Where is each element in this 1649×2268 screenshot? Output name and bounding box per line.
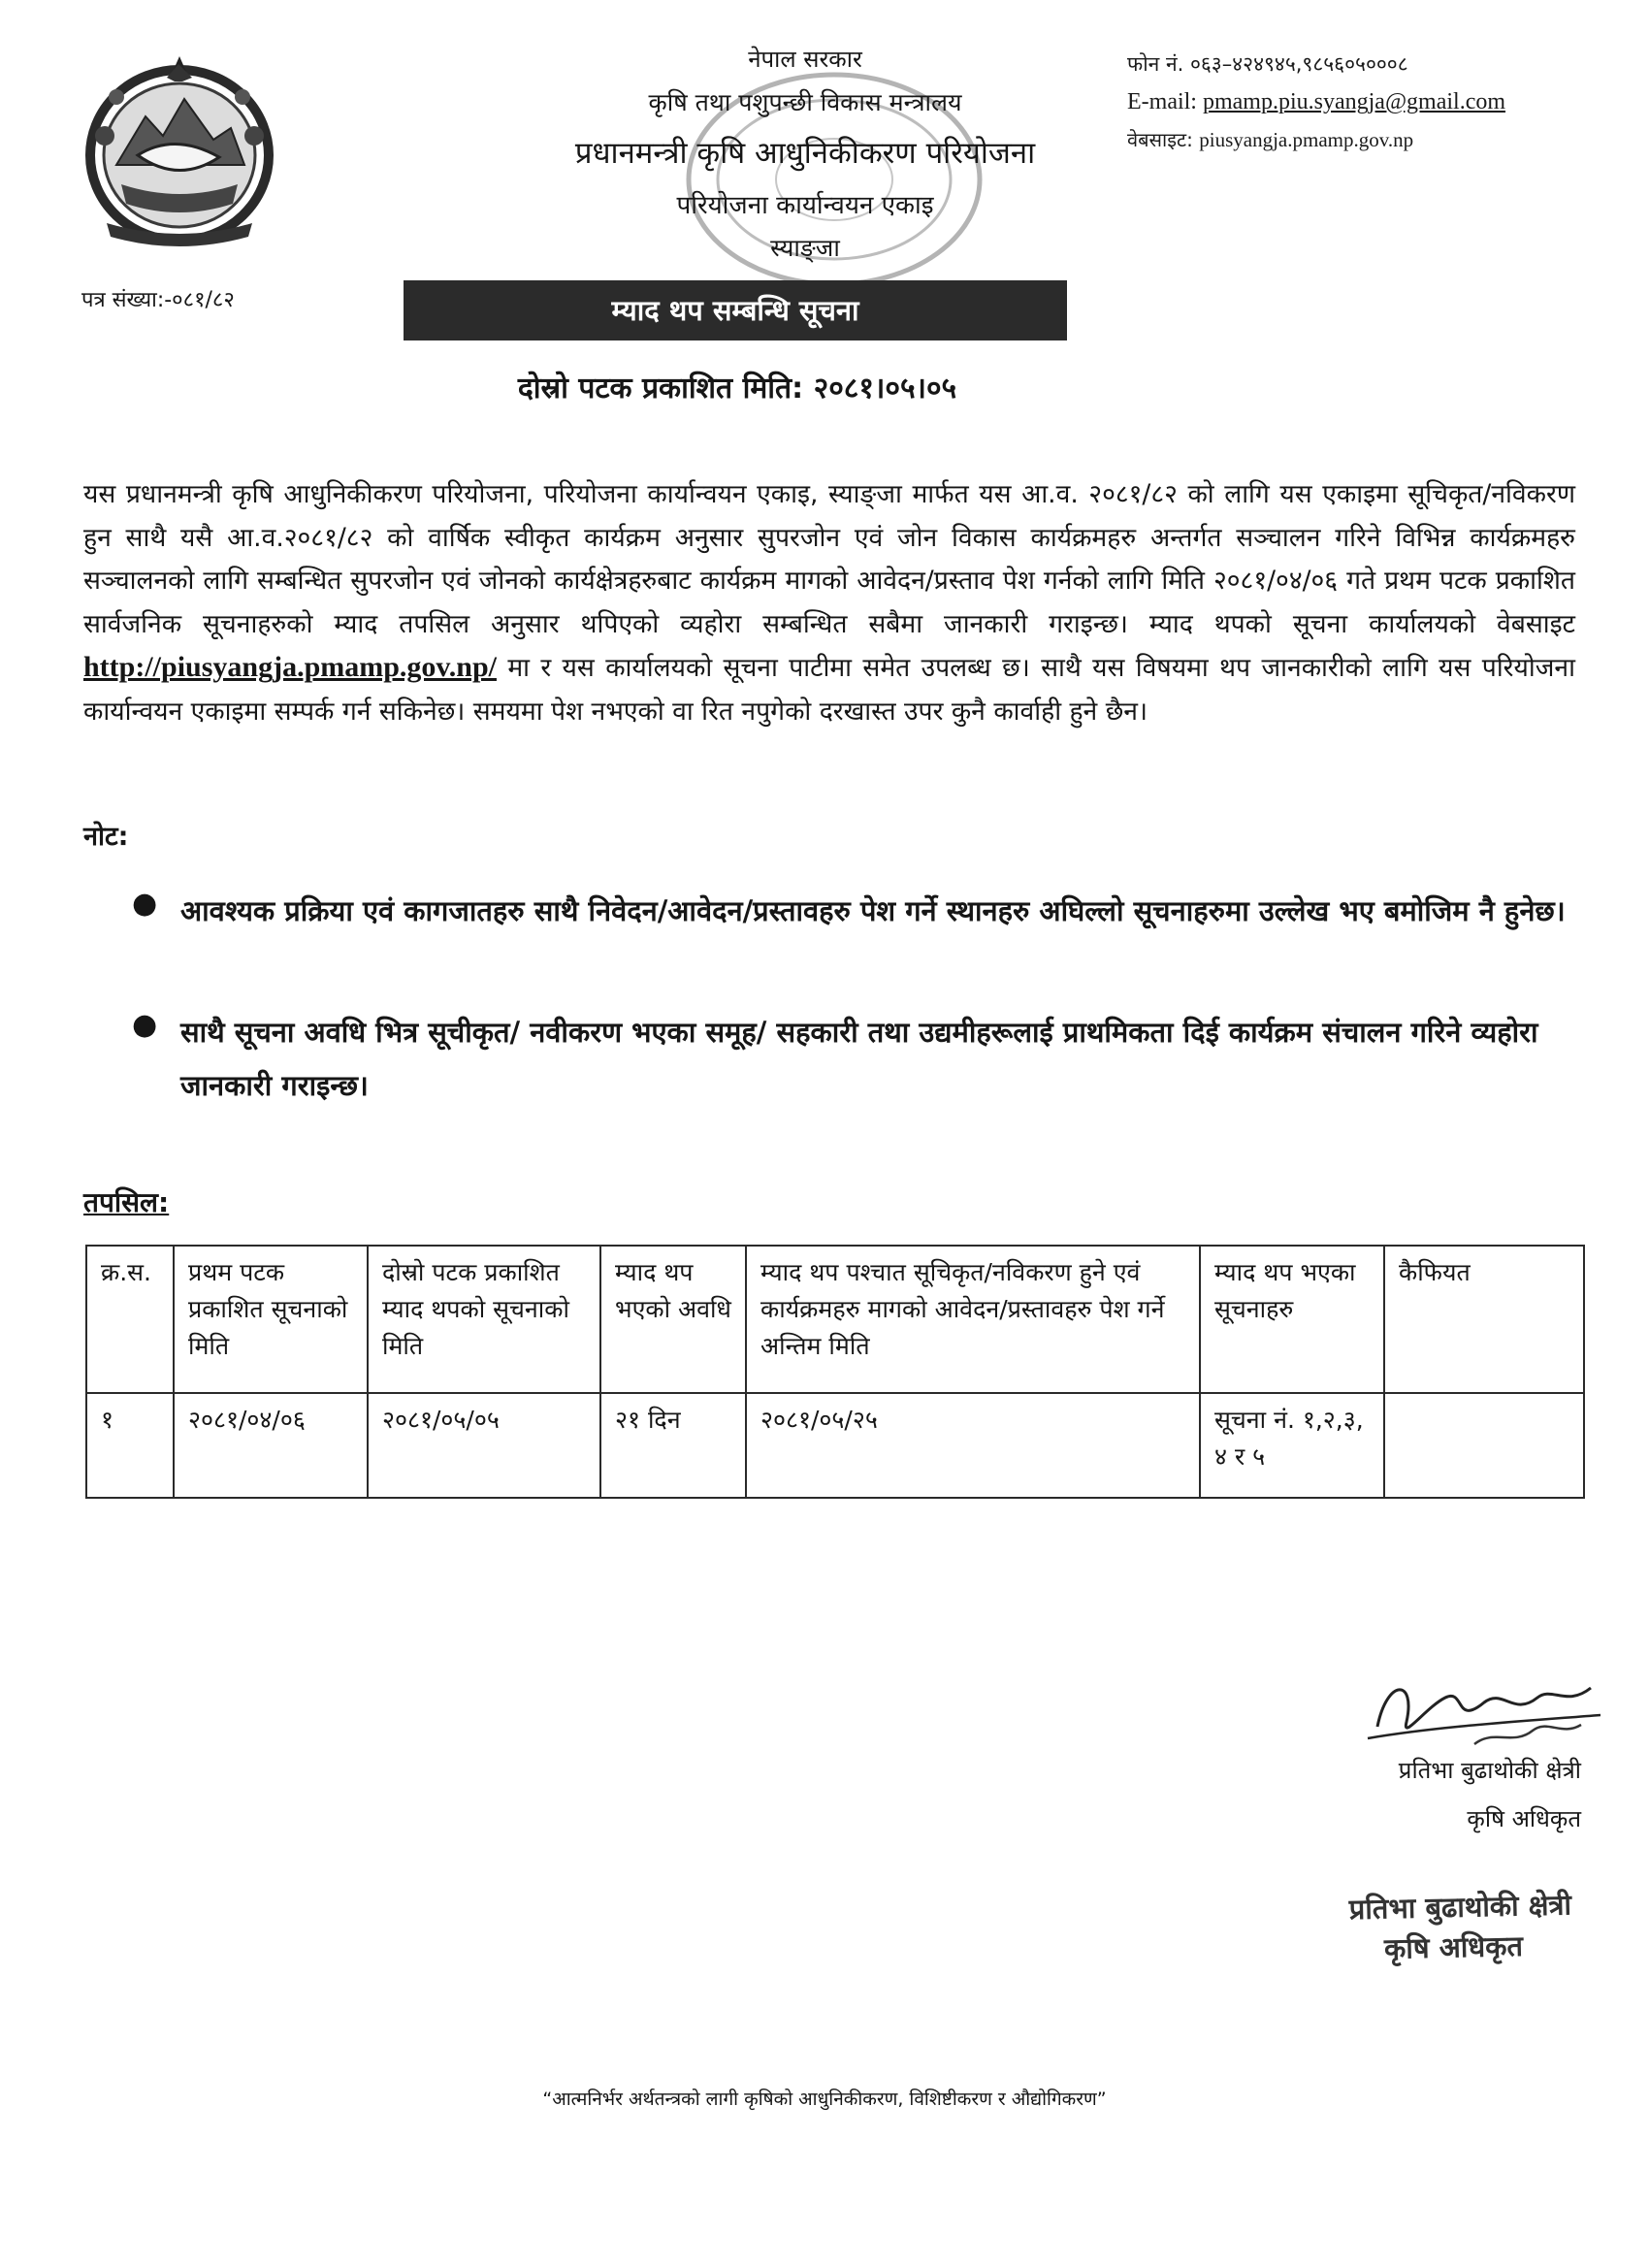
phone-number: फोन नं. ०६३–४२४९४५,९८५६०५०००८	[1127, 52, 1408, 76]
project-name: प्रधानमन्त्री कृषि आधुनिकीकरण परियोजना	[574, 136, 1036, 171]
signature-icon	[1358, 1669, 1610, 1756]
website-line	[1127, 126, 1413, 152]
table-cell: २१ दिन	[600, 1393, 746, 1498]
column-header: क्र.स.	[86, 1246, 174, 1393]
table-cell: २०८१/०५/०५	[368, 1393, 600, 1498]
signatory-stamp-designation: कृषि अधिकृत	[1383, 1928, 1524, 1965]
column-header: प्रथम पटक प्रकाशित सूचनाको मिति	[174, 1246, 368, 1393]
email-label: E-mail:	[1127, 89, 1203, 114]
note-item: साथै सूचना अवधि भित्र सूचीकृत/ नवीकरण भएका समूह/ सहकारी तथा उद्यमीहरूलाई प्राथमिकता दिई कार्यक्रम संचालन गरिने व्यहोरा जानकारी गराइन्छ।	[180, 1016, 1538, 1102]
column-header: म्याद थप भएका सूचनाहरु	[1200, 1246, 1384, 1393]
signatory-designation: कृषि अधिकृत	[1467, 1805, 1581, 1832]
ministry-name: कृषि तथा पशुपन्छी विकास मन्त्रालय	[648, 88, 962, 116]
schedule-label: तपसिल:	[83, 1186, 170, 1218]
table-cell: २०८१/०५/२५	[746, 1393, 1200, 1498]
website-link[interactable]: piusyangja.pmamp.gov.np	[1199, 128, 1414, 151]
notice-title: म्याद थप सम्बन्धि सूचना	[404, 280, 1067, 340]
note-item: आवश्यक प्रक्रिया एवं कागजातहरु साथै निवेदन/आवेदन/प्रस्तावहरु पेश गर्ने स्थानहरु अघिल्लो सूचनाहरुमा उल्लेख भए बमोजिम नै हुनेछ।	[180, 894, 1566, 927]
email-line	[1127, 89, 1505, 115]
column-header: दोस्रो पटक प्रकाशित म्याद थपको सूचनाको मिति	[368, 1246, 600, 1393]
notice-body	[83, 473, 1575, 733]
government-name: नेपाल सरकार	[748, 46, 862, 73]
signatory-name: प्रतिभा बुढाथोकी क्षेत्री	[1398, 1757, 1581, 1784]
footer-slogan: “आत्मनिर्भर अर्थतन्त्रको लागी कृषिको आधुनिकीकरण, विशिष्टीकरण र औद्योगिकरण”	[542, 2089, 1107, 2110]
nepal-emblem-icon	[78, 39, 281, 252]
email-link[interactable]: pmamp.piu.syangja@gmail.com	[1202, 89, 1506, 114]
website-label: वेबसाइट:	[1127, 128, 1200, 151]
table-cell: सूचना नं. १,२,३, ४ र ५	[1200, 1393, 1384, 1498]
bullet-icon: ●	[132, 1008, 158, 1042]
letter-number: पत्र संख्या:-०८१/८२	[81, 288, 235, 312]
table-cell: २०८१/०४/०६	[174, 1393, 368, 1498]
column-header: म्याद थप पश्चात सूचिकृत/नविकरण हुने एवं कार्यक्रमहरु मागको आवेदन/प्रस्तावहरु पेश गर्ने अन्तिम मिति	[746, 1246, 1200, 1393]
table-cell	[1384, 1393, 1584, 1498]
republish-date: दोस्रो पटक प्रकाशित मिति: २०८१।०५।०५	[517, 372, 957, 405]
table-cell: १	[86, 1393, 174, 1498]
column-header: म्याद थप भएको अवधि	[600, 1246, 746, 1393]
office-location: स्याङ्जा	[770, 234, 840, 262]
column-header: कैफियत	[1384, 1246, 1584, 1393]
website-url-link[interactable]: http://piusyangja.pmamp.gov.np/	[83, 651, 497, 683]
signatory-stamp-name: प्रतिभा बुढाथोकी क्षेत्री	[1348, 1888, 1572, 1927]
schedule-table	[85, 1245, 1585, 1499]
body-text-part-1: यस प्रधानमन्त्री कृषि आधुनिकीकरण परियोजना, परियोजना कार्यान्वयन एकाइ, स्याङ्जा मार्फत यस आ.व. २०८१/८२ को लागि यस एकाइमा सूचिकृत/नविकरण हुन साथै यसै आ.व.२०८१/८२ को वार्षिक स्वीकृत कार्यक्रम अनुसार सुपरजोन एवं जोन विकास कार्यक्रमहरु अन्तर्गत सञ्चालन गरिने विभिन्न कार्यक्रमहरु सञ्चालनको लागि सम्बन्धित सुपरजोन एवं जोनको कार्यक्षेत्रहरुबाट कार्यक्रम मागको आवेदन/प्रस्ताव पेश गर्नको लागि मिति २०८१/०४/०६ गते प्रथम पटक प्रकाशित सार्वजनिक सूचनाहरुको म्याद तपसिल अनुसार थपिएको व्यहोरा सम्बन्धित सबैमा जानकारी गराइन्छ। म्याद थपको सूचना कार्यालयको वेबसाइट	[83, 479, 1575, 639]
table-row	[86, 1393, 1584, 1498]
note-label: नोट:	[83, 822, 129, 852]
unit-name: परियोजना कार्यान्वयन एकाइ	[676, 191, 934, 220]
table-header-row	[86, 1246, 1584, 1393]
bullet-icon: ●	[132, 887, 158, 921]
body-text-part-2: मा र यस कार्यालयको सूचना पाटीमा समेत उपलब्ध छ। साथै यस विषयमा थप जानकारीको लागि यस परियोजना कार्यान्वयन एकाइमा सम्पर्क गर्न सकिनेछ। समयमा पेश नभएको वा रित नपुगेको दरखास्त उपर कुनै कार्वाही हुने छैन।	[83, 653, 1575, 727]
